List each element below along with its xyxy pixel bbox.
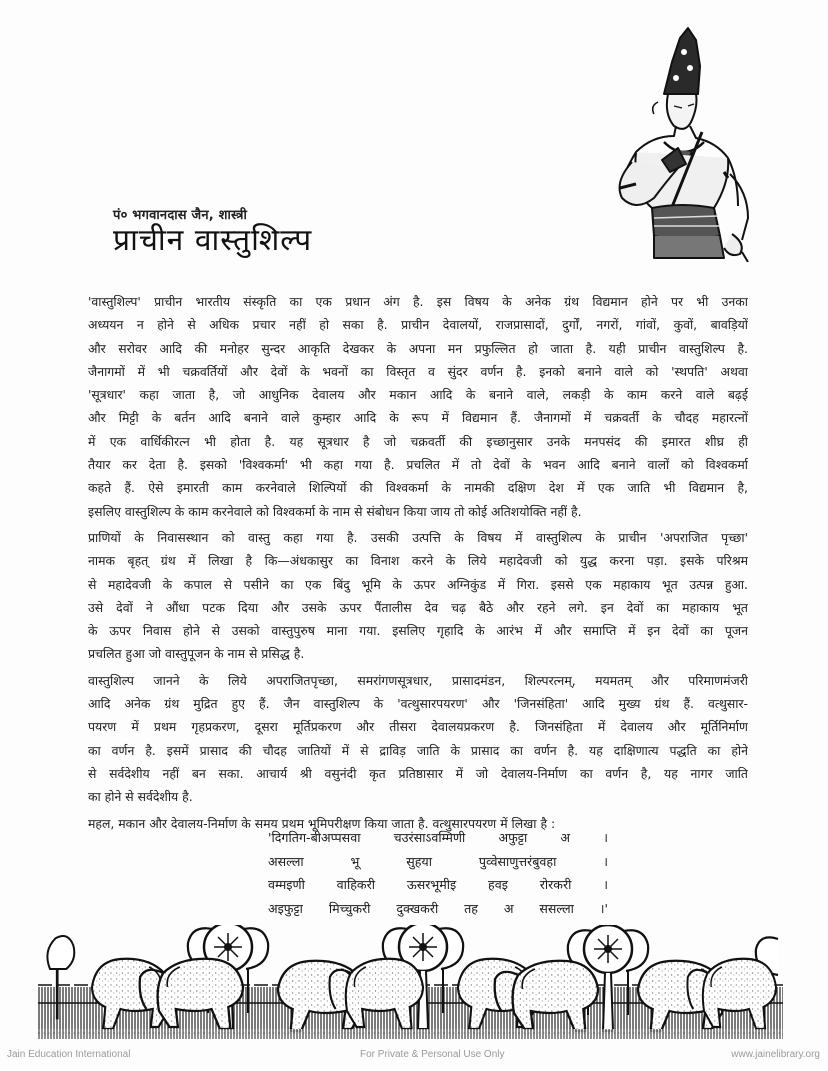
elephant-frieze bbox=[38, 925, 783, 1045]
article-body bbox=[88, 290, 748, 838]
paragraph-3 bbox=[88, 669, 748, 809]
text-line: कहते हैं. ऐसे इमारती काम करनेवाले शिल्पियों की विश्वकर्मा के नामकी दक्षिण देश में एक जाति भी विद्यमान है, bbox=[88, 480, 748, 496]
footer-usage-note: For Private & Personal Use Only bbox=[360, 1049, 505, 1060]
footer-publisher: Jain Education International bbox=[7, 1049, 131, 1060]
sculpture-figure-icon bbox=[592, 22, 812, 262]
text-line: का होने से सर्वदेशीय है. bbox=[88, 789, 193, 805]
text-line: महल, मकान और देवालय-निर्माण के समय प्रथम भूमिपरीक्षण किया जाता है. वत्थुसारपयरण में लिखा है : bbox=[88, 815, 556, 831]
text-line: प्रचलित हुआ जो वास्तुपूजन के नाम से प्रसिद्ध है. bbox=[88, 646, 305, 662]
article-title: प्राचीन वास्तुशिल्प bbox=[113, 223, 313, 258]
text-line: का वर्णन है. इसमें प्रासाद की चौदह जातियों में से द्राविड़ जाति के प्रासाद का वर्णन है. यह दाक्षिणात्य पद्धति का होने bbox=[88, 742, 748, 758]
text-line: के ऊपर निवास होने से उसको वास्तुपुरुष माना गया. इसलिए गृहादि के आरंभ में और समाप्ति में इन देवों का पूजन bbox=[88, 623, 748, 639]
elephant-frieze-icon bbox=[38, 925, 783, 1045]
paragraph-1 bbox=[88, 290, 748, 523]
verse-line: 'दिगतिग-बीअप्पसवा चउरंसाऽवम्मिणी अफुट्टा अ । bbox=[268, 830, 608, 845]
text-line: से सर्वदेशीय नहीं बन सका. आचार्य श्री वसुनंदी कृत प्रतिष्ठासार में जो देवालय-निर्माण का वर्णन है, यह नागर जाति bbox=[88, 765, 748, 781]
text-line: वास्तुशिल्प जानने के लिये अपराजितपृच्छा, समरांगणसूत्रधार, प्रासादमंडन, शिल्परत्नम्, मयमतम् और परिमाणमंजरी bbox=[88, 672, 748, 688]
text-line: प्राणियों के निवासस्थान को वास्तु कहा गया है. उसकी उत्पत्ति के विषय में वास्तुशिल्प के प्राचीन 'अपराजित पृच्छा' bbox=[88, 529, 748, 545]
figure-illustration bbox=[592, 22, 812, 262]
text-line: में एक वार्धिकीरत्न भी होता है. यह सूत्रधार है जो चक्रवर्ती की इच्छानुसार उनके मनपसंद की इमारत शीघ्र ही bbox=[88, 433, 748, 449]
footer-website-link[interactable]: www.jainelibrary.org bbox=[731, 1049, 820, 1060]
text-line: 'वास्तुशिल्प' प्राचीन भारतीय संस्कृति का एक प्रधान अंग है. इस विषय के अनेक ग्रंथ विद्यमान होने पर भी उनका bbox=[88, 294, 748, 309]
text-line: उसे देवों ने औंधा पटक दिया और उसके ऊपर पैंतालीस देव चढ़ बैठे और रहने लगे. इन देवों का महाकाय भूत bbox=[88, 599, 748, 615]
text-line: आदि अनेक ग्रंथ मुद्रित हुए हैं. जैन वास्तुशिल्प के 'वत्थुसारपयरण' और 'जिनसंहिता' आदि मुख्य ग्रंथ हैं. वत्थुसार- bbox=[88, 696, 748, 712]
text-line: तैयार कर देता है. इसको 'विश्वकर्मा' भी कहा गया है. प्रचलित में तो देवों के भवन आदि बनाने वालों को विश्वकर्मा bbox=[88, 457, 748, 473]
text-line: और सरोवर आदि की मनोहर सुन्दर आकृति देखकर के अपना मन प्रफुल्लित हो जाता है. यही प्राचीन वास्तुशिल्प है. bbox=[88, 340, 748, 356]
text-line: जैनागमों में भी चक्रवर्तियों और देवों के भवनों का विस्तृत व सुंदर वर्णन है. इनको बनाने वाले को 'स्थपति' अथवा bbox=[88, 363, 748, 379]
page-footer bbox=[0, 1049, 828, 1065]
verse-line: असल्ला भू सुहया पुव्वेसाणुत्तरंबुवहा । bbox=[268, 853, 608, 869]
text-line: नामक बृहत् ग्रंथ में लिखा है कि—अंधकासुर का विनाश करने के लिये महादेवजी को युद्ध करना पड़ा. इसके परिश्रम bbox=[88, 553, 748, 569]
text-line: अध्ययन न होने से अधिक प्रचार नहीं हो सका है. प्राचीन देवालयों, राजप्रासादों, दुर्गों, नगरों, गांवों, कुवों, बावड़ियों bbox=[88, 317, 748, 333]
text-line: पयरण में प्रथम गृहप्रकरण, दूसरा मूर्तिप्रकरण और तीसरा देवालयप्रकरण है. जिनसंहिता में देवालय और मूर्तिनिर्माण bbox=[88, 719, 748, 735]
verse-line: अइफुट्टा मिच्चुकरी दुक्खकरी तह अ ससल्ला ।' bbox=[268, 900, 608, 916]
text-line: से महादेवजी के कपाल से पसीने का एक बिंदु भूमि के ऊपर अग्निकुंड में गिरा. इससे एक महाकाय भूत उत्पन्न हुआ. bbox=[88, 576, 748, 592]
author-byline: पं० भगवानदास जैन, शास्त्री bbox=[113, 208, 248, 223]
text-line: और मिट्टी के बर्तन आदि बनाने वाले कुम्हार आदि के रूप में विद्यमान हैं. जैनागमों में चक्रवर्ती के चौदह महारत्नों bbox=[88, 410, 748, 426]
paragraph-2 bbox=[88, 526, 748, 666]
verse-line: वम्मइणी वाहिकरी ऊसरभूमीइ हवइ रोरकरी । bbox=[268, 877, 608, 892]
text-line: इसलिए वास्तुशिल्प के काम करनेवाले को विश्वकर्मा के नाम से संबोधन किया जाय तो कोई अतिशयोक्ति नहीं है. bbox=[88, 503, 582, 519]
prakrit-verse bbox=[268, 826, 608, 920]
text-line: 'सूत्रधार' कहा जाता है, जो आधुनिक देवालय और मकान आदि के बनाने वाले, लकड़ी के काम करने वाले बढ़ई bbox=[88, 387, 748, 403]
